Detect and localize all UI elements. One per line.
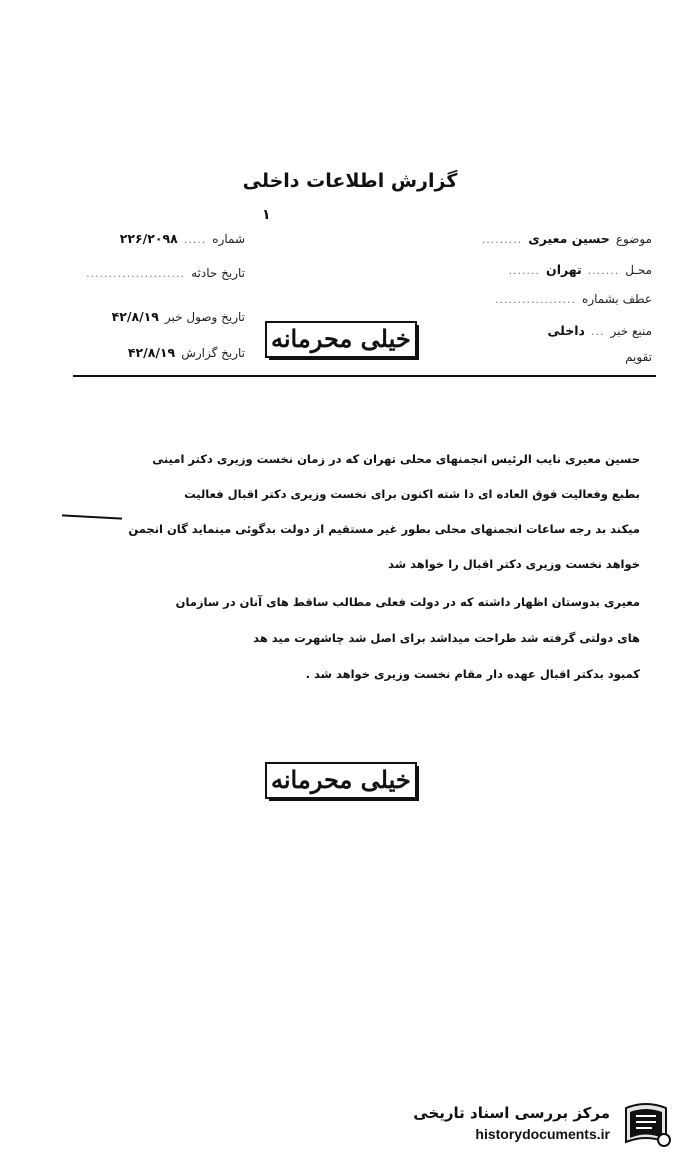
field-incident-date-label: تاریخ حادثه <box>191 266 245 280</box>
field-reference-dots: .................. <box>495 293 577 306</box>
body-line: های دولتی گرفته شد طراحت میداشد برای اصل شد چاشهرت مید هد <box>253 631 640 645</box>
field-reference <box>495 292 652 306</box>
field-calendar <box>625 350 652 364</box>
field-report-date <box>128 345 245 360</box>
body-line: حسین معیری نایب الرئیس انجمنهای محلی تهران که در زمان نخست وزیری دکتر امینی <box>152 452 640 466</box>
field-number <box>120 231 245 246</box>
page-mark: ۱ <box>262 207 271 223</box>
field-source-value: داخلی <box>547 323 585 338</box>
field-location-value: تهران <box>546 262 582 277</box>
field-report-date-label: تاریخ گزارش <box>181 346 245 360</box>
report-title: گزارش اطلاعات داخلی <box>242 170 458 192</box>
field-number-dots: ..... <box>183 233 207 246</box>
archive-logo <box>392 1100 682 1150</box>
body-line: میکند بد رجه ساعات انجمنهای محلی بطور غیر مستقیم از دولت بدگوئی مینماید گان انجمن <box>128 522 640 536</box>
field-receipt-date <box>112 309 245 324</box>
field-location-label: محـل <box>625 263 652 277</box>
field-calendar-label: تقویم <box>625 350 652 364</box>
classification-stamp-bottom: خیلی محرمانه <box>265 762 417 799</box>
field-subject-value: حسین معیری <box>528 231 610 246</box>
field-incident-date-dots: ...................... <box>86 267 186 280</box>
field-number-value: ۲۲۶/۲۰۹۸ <box>119 231 178 246</box>
book-scroll-icon <box>618 1100 674 1150</box>
field-location-dots-a: ....... <box>587 264 620 277</box>
field-location <box>509 262 652 277</box>
field-subject-label: موضوع <box>615 232 652 246</box>
field-receipt-date-label: تاریخ وصول خبر <box>164 310 245 324</box>
field-subject <box>482 231 652 246</box>
archive-name: مرکز بررسی اسناد تاریخی <box>413 1104 610 1122</box>
field-number-label: شماره <box>212 232 245 246</box>
field-subject-dots: ......... <box>481 233 523 246</box>
field-source-label: منبع خبر <box>610 324 652 338</box>
field-report-date-value: ۴۲/۸/۱۹ <box>127 345 176 360</box>
header-divider <box>73 375 656 377</box>
body-line: کمبود بدکتر اقبال عهده دار مقام نخست وزیری خواهد شد . <box>305 667 640 681</box>
classification-stamp-top: خیلی محرمانه <box>265 321 417 358</box>
field-source-dots: ... <box>590 325 605 338</box>
body-line: معیری بدوستان اظهار داشته که در دولت فعلی مطالب ساقط های آنان در سازمان <box>175 595 640 609</box>
archive-website[interactable]: historydocuments.ir <box>475 1126 610 1142</box>
field-location-dots-b: ....... <box>508 264 541 277</box>
body-line: بطبع وفعالیت فوق العاده ای دا شته اکنون برای نخست وزیری دکتر اقبال فعالیت <box>184 487 640 501</box>
field-source <box>548 323 653 338</box>
body-line: خواهد نخست وزیری دکتر اقبال را خواهد شد <box>388 557 640 571</box>
underline-mark <box>62 514 122 519</box>
field-receipt-date-value: ۴۲/۸/۱۹ <box>111 309 159 324</box>
field-incident-date <box>86 266 245 280</box>
field-reference-label: عطف بشماره <box>582 292 652 306</box>
